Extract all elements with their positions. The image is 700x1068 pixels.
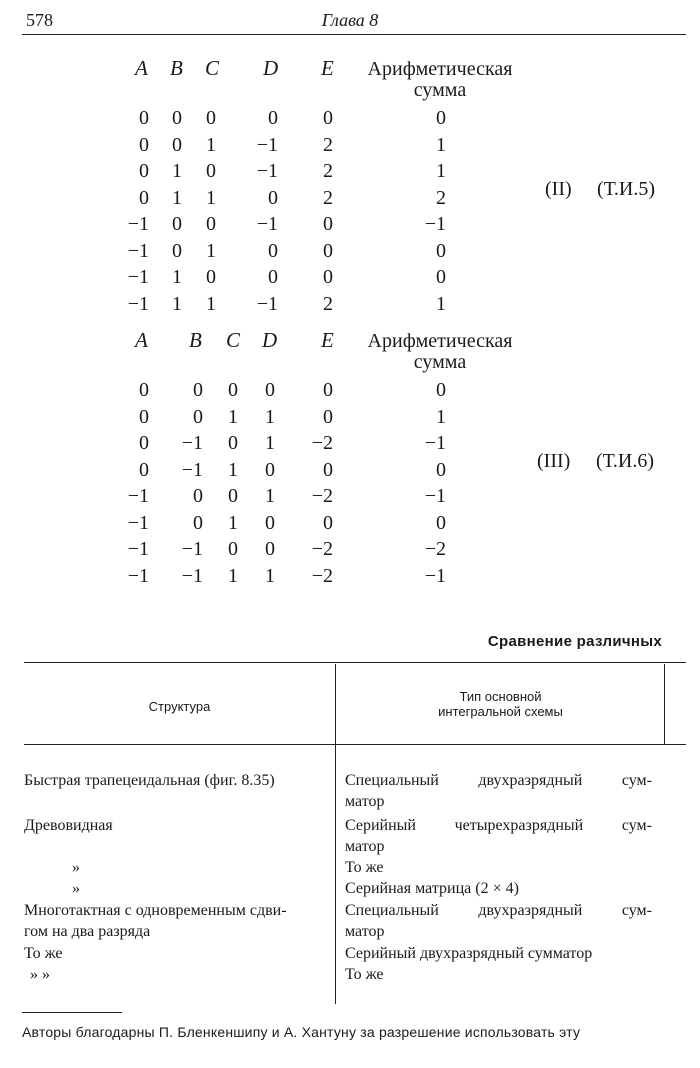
table-cell: −1 — [256, 292, 278, 315]
table-cell: 0 — [139, 107, 149, 129]
sum-cell: 2 — [436, 186, 446, 209]
table-cell: −1 — [127, 511, 149, 534]
table-cell: 0 — [228, 538, 238, 560]
table-cell: 1 — [172, 186, 182, 209]
table-cell: −1 — [127, 266, 149, 288]
table-cell: 0 — [268, 186, 278, 209]
col-header-d: D — [262, 328, 278, 352]
table-cell: 1 — [228, 405, 238, 428]
page-number: 578 — [26, 10, 53, 30]
table-cell: 0 — [206, 266, 216, 288]
table-cell: 0 — [268, 239, 278, 262]
table-row-type: То же — [345, 966, 384, 983]
equation-ref: (Т.И.5) — [597, 178, 655, 200]
sum-header-line2: сумма — [413, 351, 467, 373]
col-header-a: A — [135, 328, 148, 352]
sum-cell: 0 — [436, 458, 446, 481]
table-cell: −1 — [256, 133, 278, 156]
sum-cell: −1 — [424, 564, 446, 587]
sum-cell: −2 — [424, 538, 446, 560]
equation-label: (III) — [537, 450, 571, 472]
col-header-a: A — [135, 56, 148, 80]
table-cell: −1 — [127, 485, 149, 507]
table-cell: −1 — [127, 239, 149, 262]
table-cell: −2 — [311, 485, 333, 507]
table-cell: −1 — [256, 160, 278, 182]
table-row-type: Специальный двухразрядный сум- — [345, 902, 652, 919]
table-cell: 0 — [172, 239, 182, 262]
table-cell: −1 — [181, 564, 203, 587]
table-cell: 1 — [206, 292, 216, 315]
table-cell: 0 — [268, 266, 278, 288]
table-cell: 0 — [206, 160, 216, 182]
sum-cell: 0 — [436, 511, 446, 534]
table-row-type-cont: матор — [345, 793, 385, 810]
table-top-rule — [24, 662, 686, 663]
sum-cell: 1 — [436, 405, 446, 428]
table-cell: 0 — [228, 432, 238, 454]
table-cell: 0 — [193, 379, 203, 401]
col-header-e: E — [321, 328, 334, 352]
table-cell: 0 — [139, 458, 149, 481]
equation-label: (II) — [545, 178, 572, 200]
table-cell: −1 — [127, 292, 149, 315]
table-cell: 0 — [323, 213, 333, 235]
sum-cell: 0 — [436, 239, 446, 262]
table-cell: 1 — [228, 564, 238, 587]
sum-cell: 1 — [436, 160, 446, 182]
table-cell: 0 — [228, 379, 238, 401]
sum-cell: −1 — [424, 432, 446, 454]
table-cell: 0 — [268, 107, 278, 129]
table-cell: −2 — [311, 564, 333, 587]
sum-cell: 1 — [436, 133, 446, 156]
table-cell: 0 — [323, 266, 333, 288]
table-cell: 0 — [139, 405, 149, 428]
table-row-structure: » » — [30, 966, 50, 983]
table-row-structure: » — [72, 859, 80, 876]
table-cell: 0 — [265, 511, 275, 534]
table-cell: 0 — [323, 107, 333, 129]
table-cell: −1 — [181, 432, 203, 454]
col-header-d: D — [263, 56, 279, 80]
sum-header-line1: Арифметическая — [367, 330, 513, 352]
table-cell: 0 — [265, 538, 275, 560]
table-cell: −1 — [181, 458, 203, 481]
table-row-structure: Древовидная — [24, 817, 113, 834]
column-divider-right — [664, 664, 665, 744]
table-cell: −1 — [127, 538, 149, 560]
sum-cell: 0 — [436, 379, 446, 401]
table-cell: −2 — [311, 538, 333, 560]
table-cell: 1 — [172, 266, 182, 288]
col-header-b: B — [189, 328, 202, 352]
table-cell: 0 — [193, 405, 203, 428]
table-cell: 0 — [265, 458, 275, 481]
col-header-c: C — [226, 328, 241, 352]
table-cell: 0 — [172, 133, 182, 156]
chapter-title: Глава 8 — [321, 10, 379, 30]
table-row-type: Серийная матрица (2 × 4) — [345, 880, 519, 897]
table-cell: 0 — [323, 239, 333, 262]
header-structure: Структура — [148, 699, 211, 714]
footnote-text: Авторы благодарны П. Бленкеншипу и А. Хантуну за разрешение использовать эту — [22, 1024, 581, 1040]
table-cell: 1 — [228, 458, 238, 481]
table-cell: 0 — [193, 485, 203, 507]
table-cell: 0 — [228, 485, 238, 507]
table-cell: 1 — [228, 511, 238, 534]
table-cell: 0 — [323, 405, 333, 428]
col-header-c: C — [205, 56, 220, 80]
equation-ref: (Т.И.6) — [596, 450, 654, 472]
table-cell: 0 — [139, 379, 149, 401]
table-cell: 0 — [206, 213, 216, 235]
table-cell: 1 — [172, 292, 182, 315]
table-cell: 1 — [206, 133, 216, 156]
table-cell: 2 — [323, 160, 333, 182]
table-cell: −1 — [256, 213, 278, 235]
table-row-type-cont: матор — [345, 923, 385, 940]
table-cell: 0 — [265, 379, 275, 401]
table-cell: 0 — [323, 458, 333, 481]
table-cell: 1 — [265, 432, 275, 454]
table-cell: 0 — [139, 160, 149, 182]
table-row-structure-cont: гом на два разряда — [24, 923, 151, 940]
header-type-line2: интегральной схемы — [438, 704, 563, 719]
header-bottom-rule — [24, 744, 686, 745]
table-cell: 1 — [265, 564, 275, 587]
col-header-b: B — [170, 56, 183, 80]
table-cell: 1 — [265, 405, 275, 428]
table-cell: 0 — [206, 107, 216, 129]
table-row-structure: Многотактная с одновременным сдви- — [24, 902, 287, 919]
table-cell: 0 — [139, 432, 149, 454]
table-cell: −2 — [311, 432, 333, 454]
header-type-line1: Тип основной — [459, 689, 542, 704]
table-cell: −1 — [181, 538, 203, 560]
table-cell: 2 — [323, 186, 333, 209]
table-cell: −1 — [127, 213, 149, 235]
sum-cell: −1 — [424, 485, 446, 507]
sum-cell: 0 — [436, 266, 446, 288]
comparison-table-title: Сравнение различных — [487, 633, 662, 650]
sum-header-line2: сумма — [413, 79, 467, 101]
sum-cell: 0 — [436, 107, 446, 129]
table-cell: 1 — [206, 186, 216, 209]
table-cell: 0 — [172, 213, 182, 235]
table-cell: 0 — [172, 107, 182, 129]
table-cell: 2 — [323, 292, 333, 315]
table-cell: 0 — [323, 511, 333, 534]
table-row-type: Специальный двухразрядный сум- — [345, 772, 652, 789]
table-cell: 0 — [139, 133, 149, 156]
sum-cell: −1 — [424, 213, 446, 235]
table-row-type: Серийный двухразрядный сумматор — [345, 945, 593, 962]
table-cell: 0 — [323, 379, 333, 401]
table-cell: 2 — [323, 133, 333, 156]
column-divider — [335, 664, 336, 1004]
table-row-structure: » — [72, 880, 80, 897]
sum-cell: 1 — [436, 292, 446, 315]
table-cell: 1 — [206, 239, 216, 262]
table-row-structure: То же — [24, 945, 63, 962]
table-cell: 0 — [139, 186, 149, 209]
sum-header-line1: Арифметическая — [367, 58, 513, 80]
table-row-structure: Быстрая трапецеидальная (фиг. 8.35) — [24, 772, 275, 789]
footnote-rule — [22, 1012, 122, 1013]
table-row-type: Серийный четырехразрядный сум- — [345, 817, 652, 834]
table-cell: 1 — [265, 485, 275, 507]
table-row-type-cont: матор — [345, 838, 385, 855]
header-rule — [22, 34, 686, 35]
table-cell: −1 — [127, 564, 149, 587]
table-cell: 0 — [193, 511, 203, 534]
table-row-type: То же — [345, 859, 384, 876]
col-header-e: E — [321, 56, 334, 80]
table-cell: 1 — [172, 160, 182, 182]
